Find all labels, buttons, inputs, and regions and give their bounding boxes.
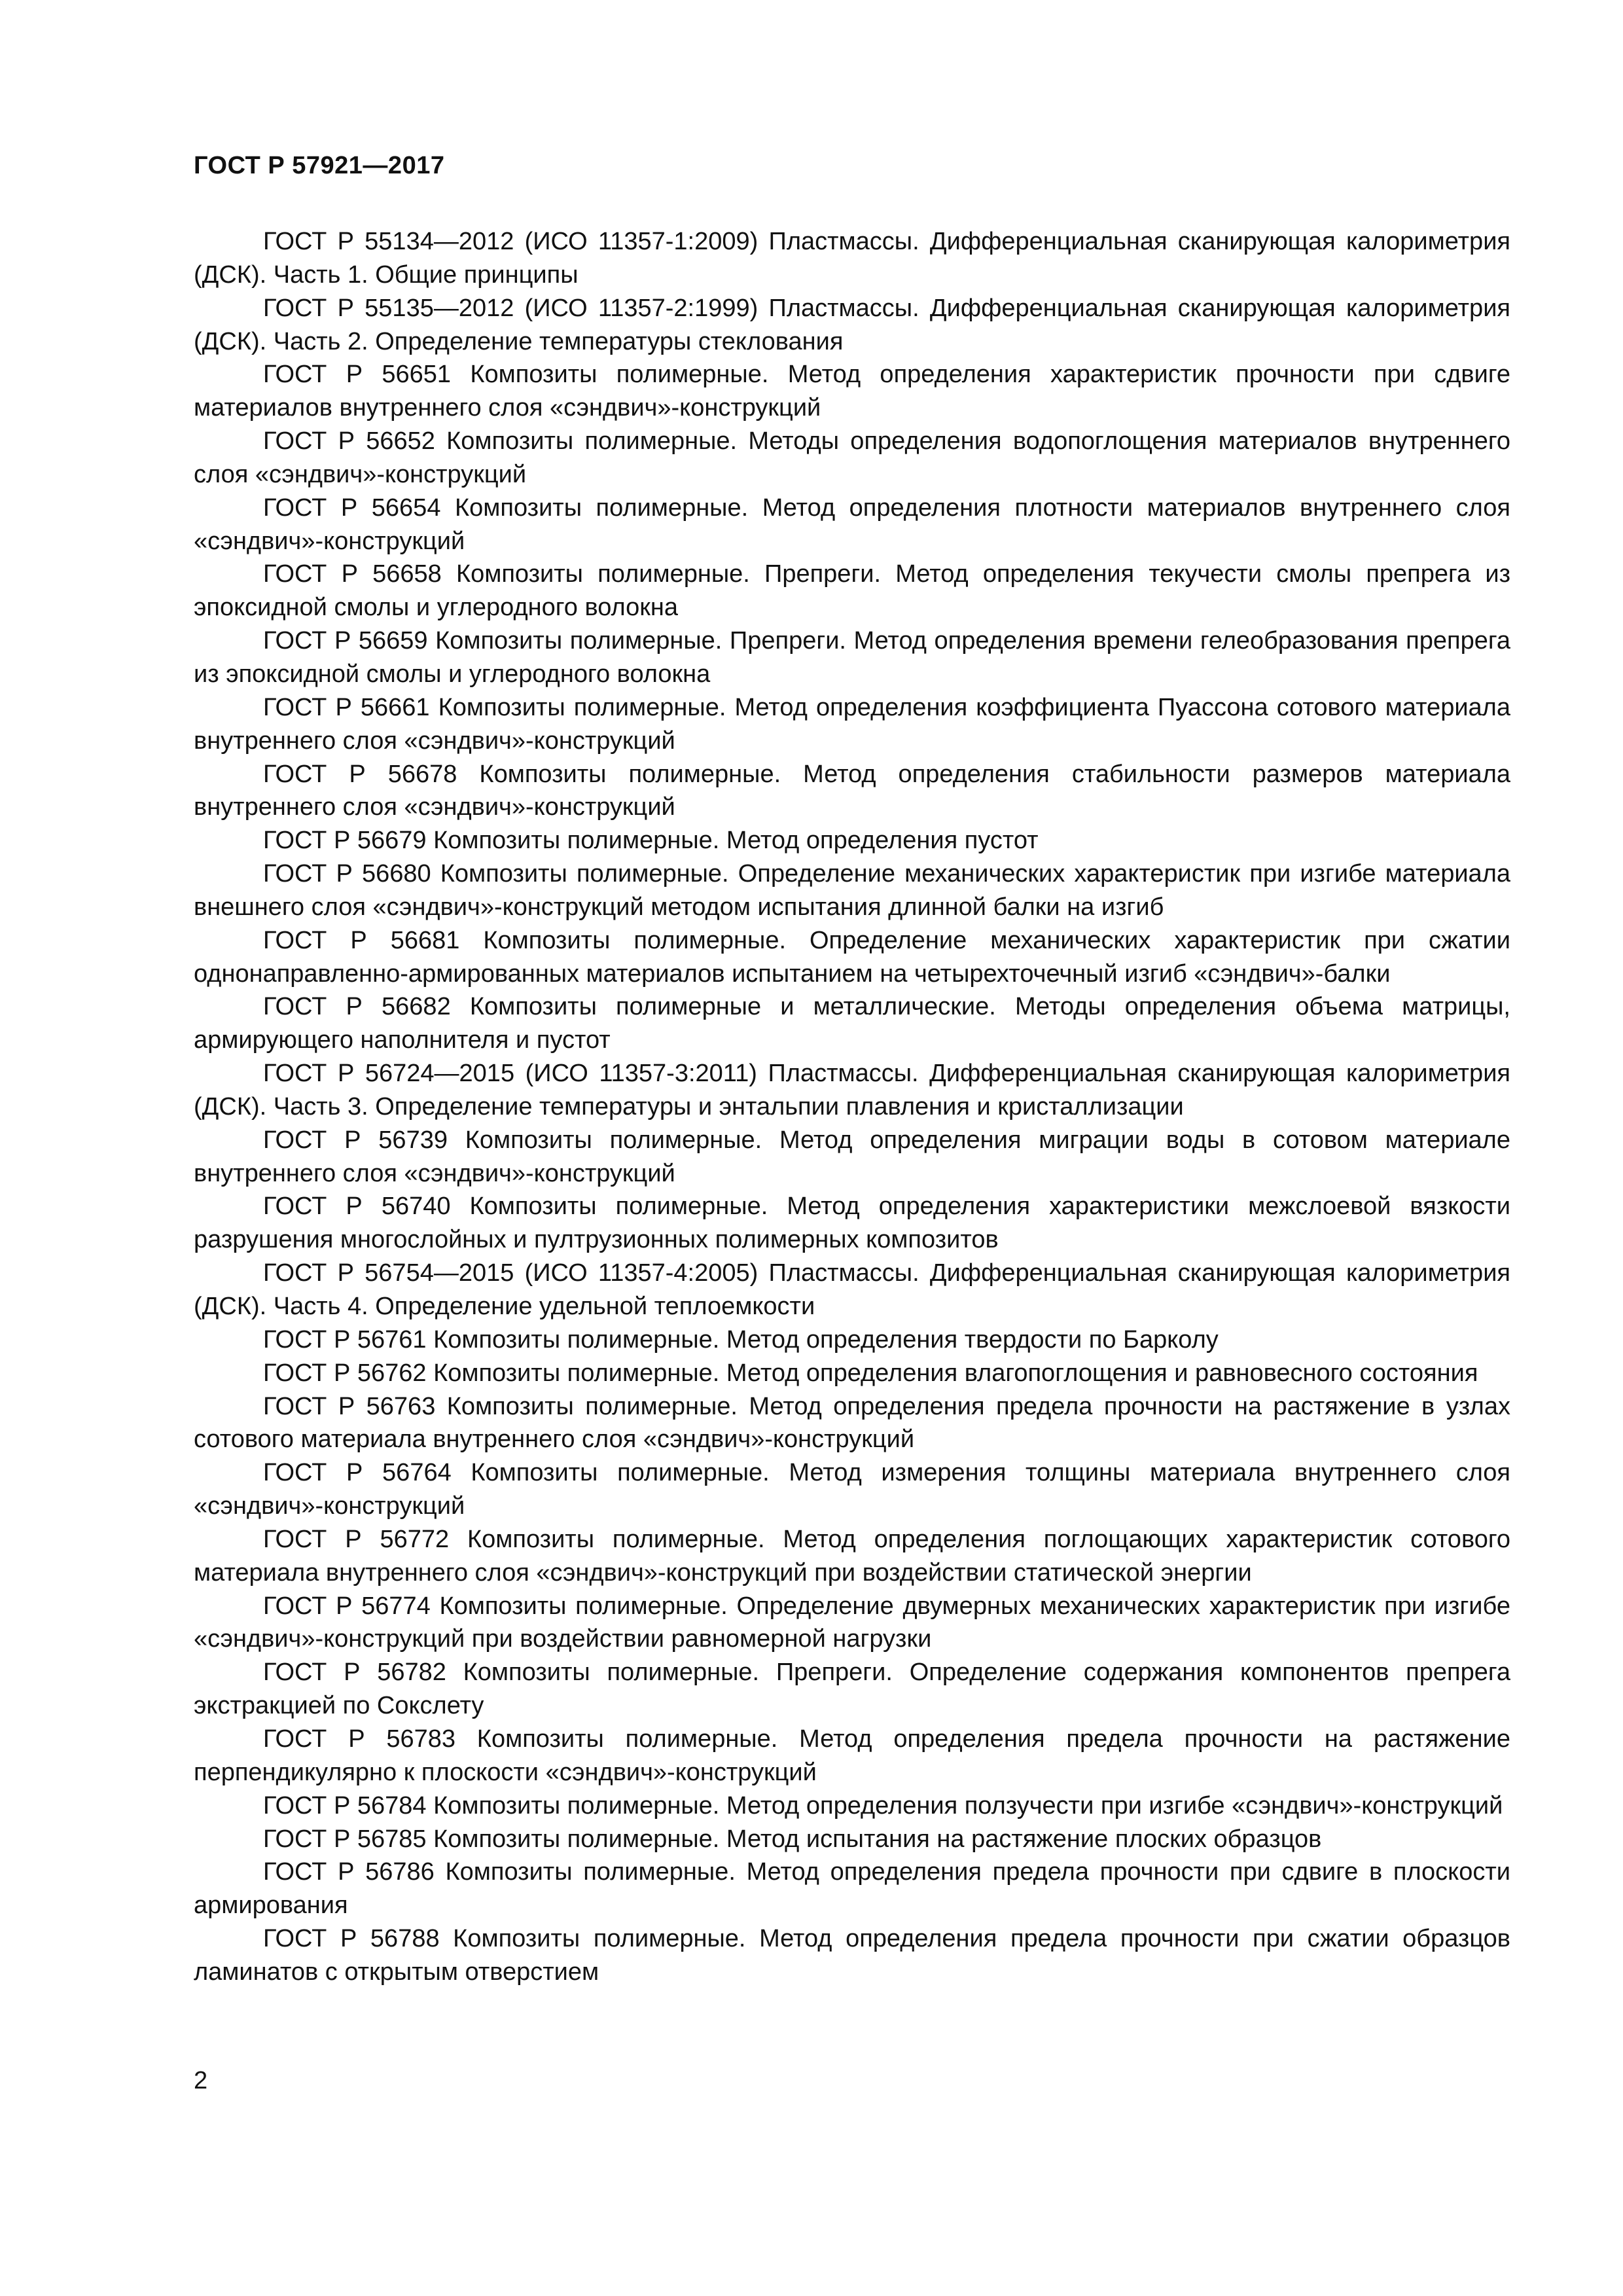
reference-entry: ГОСТ Р 56680 Композиты полимерные. Определение механических характеристик при изгибе материала внешнего слоя «сэндвич»-конструкций методом испытания длинной балки на изгиб: [194, 860, 1510, 921]
reference-entry: ГОСТ Р 56682 Композиты полимерные и металлические. Методы определения объема матрицы, армирующего наполнителя и пустот: [194, 993, 1510, 1054]
reference-entry: ГОСТ Р 55135—2012 (ИСО 11357-2:1999) Пластмассы. Дифференциальная сканирующая калориметрия (ДСК). Часть 2. Определение температуры стеклования: [194, 294, 1510, 355]
reference-entry: ГОСТ Р 56652 Композиты полимерные. Методы определения водопоглощения материалов внутреннего слоя «сэндвич»-конструкций: [194, 427, 1510, 488]
normative-references-list: [194, 225, 1510, 1989]
reference-entry: ГОСТ Р 56739 Композиты полимерные. Метод определения миграции воды в сотовом материале внутреннего слоя «сэндвич»-конструкций: [194, 1126, 1510, 1187]
reference-entry: ГОСТ Р 56772 Композиты полимерные. Метод определения поглощающих характеристик сотового материала внутреннего слоя «сэндвич»-конструкций при воздействии статической энергии: [194, 1525, 1510, 1587]
reference-entry: ГОСТ Р 56786 Композиты полимерные. Метод определения предела прочности при сдвиге в плоскости армирования: [194, 1858, 1510, 1920]
reference-entry: ГОСТ Р 56763 Композиты полимерные. Метод определения предела прочности на растяжение в узлах сотового материала внутреннего слоя «сэндвич»-конструкций: [194, 1392, 1510, 1454]
reference-entry: ГОСТ Р 56774 Композиты полимерные. Определение двумерных механических характеристик при изгибе «сэндвич»-конструкций при воздействии равномерной нагрузки: [194, 1592, 1510, 1653]
page-number: 2: [194, 2067, 208, 2094]
reference-entry: ГОСТ Р 56785 Композиты полимерные. Метод испытания на растяжение плоских образцов: [263, 1825, 1322, 1853]
reference-entry: ГОСТ Р 56764 Композиты полимерные. Метод измерения толщины материала внутреннего слоя «сэндвич»-конструкций: [194, 1459, 1510, 1520]
reference-entry: ГОСТ Р 56740 Композиты полимерные. Метод определения характеристики межслоевой вязкости разрушения многослойных и пултрузионных полимерных композитов: [194, 1193, 1510, 1254]
reference-entry: ГОСТ Р 56661 Композиты полимерные. Метод определения коэффициента Пуассона сотового материала внутреннего слоя «сэндвич»-конструкций: [194, 693, 1510, 755]
reference-entry: ГОСТ Р 56784 Композиты полимерные. Метод определения ползучести при изгибе «сэндвич»-конструкций: [263, 1791, 1503, 1820]
reference-entry: ГОСТ Р 56783 Композиты полимерные. Метод определения предела прочности на растяжение перпендикулярно к плоскости «сэндвич»-конструкций: [194, 1725, 1510, 1786]
reference-entry: ГОСТ Р 56659 Композиты полимерные. Препреги. Метод определения времени гелеобразования препрега из эпоксидной смолы и углеродного волокна: [194, 627, 1510, 688]
reference-entry: ГОСТ Р 56654 Композиты полимерные. Метод определения плотности материалов внутреннего слоя «сэндвич»-конструкций: [194, 493, 1510, 555]
reference-entry: ГОСТ Р 56681 Композиты полимерные. Определение механических характеристик при сжатии однонаправленно-армированных материалов испытанием на четырехточечный изгиб «сэндвич»-балки: [194, 926, 1510, 988]
reference-entry: ГОСТ Р 55134—2012 (ИСО 11357-1:2009) Пластмассы. Дифференциальная сканирующая калориметрия (ДСК). Часть 1. Общие принципы: [194, 228, 1510, 289]
reference-entry: ГОСТ Р 56678 Композиты полимерные. Метод определения стабильности размеров материала внутреннего слоя «сэндвич»-конструкций: [194, 760, 1510, 821]
reference-entry: ГОСТ Р 56724—2015 (ИСО 11357-3:2011) Пластмассы. Дифференциальная сканирующая калориметрия (ДСК). Часть 3. Определение температуры и энтальпии плавления и кристаллизации: [194, 1060, 1510, 1121]
document-code-header: ГОСТ Р 57921—2017: [194, 152, 445, 179]
reference-entry: ГОСТ Р 56788 Композиты полимерные. Метод определения предела прочности при сжатии образцов ламинатов с открытым отверстием: [194, 1925, 1510, 1986]
reference-entry: ГОСТ Р 56754—2015 (ИСО 11357-4:2005) Пластмассы. Дифференциальная сканирующая калориметрия (ДСК). Часть 4. Определение удельной теплоемкости: [194, 1259, 1510, 1320]
reference-entry: ГОСТ Р 56762 Композиты полимерные. Метод определения влагопоглощения и равновесного состояния: [263, 1359, 1478, 1387]
reference-entry: ГОСТ Р 56679 Композиты полимерные. Метод определения пустот: [263, 827, 1039, 855]
reference-entry: ГОСТ Р 56658 Композиты полимерные. Препреги. Метод определения текучести смолы препрега из эпоксидной смолы и углеродного волокна: [194, 560, 1510, 622]
reference-entry: ГОСТ Р 56761 Композиты полимерные. Метод определения твердости по Барколу: [263, 1325, 1219, 1354]
reference-entry: ГОСТ Р 56782 Композиты полимерные. Препреги. Определение содержания компонентов препрега экстракцией по Сокслету: [194, 1659, 1510, 1720]
reference-entry: ГОСТ Р 56651 Композиты полимерные. Метод определения характеристик прочности при сдвиге материалов внутреннего слоя «сэндвич»-конструкций: [194, 361, 1510, 422]
